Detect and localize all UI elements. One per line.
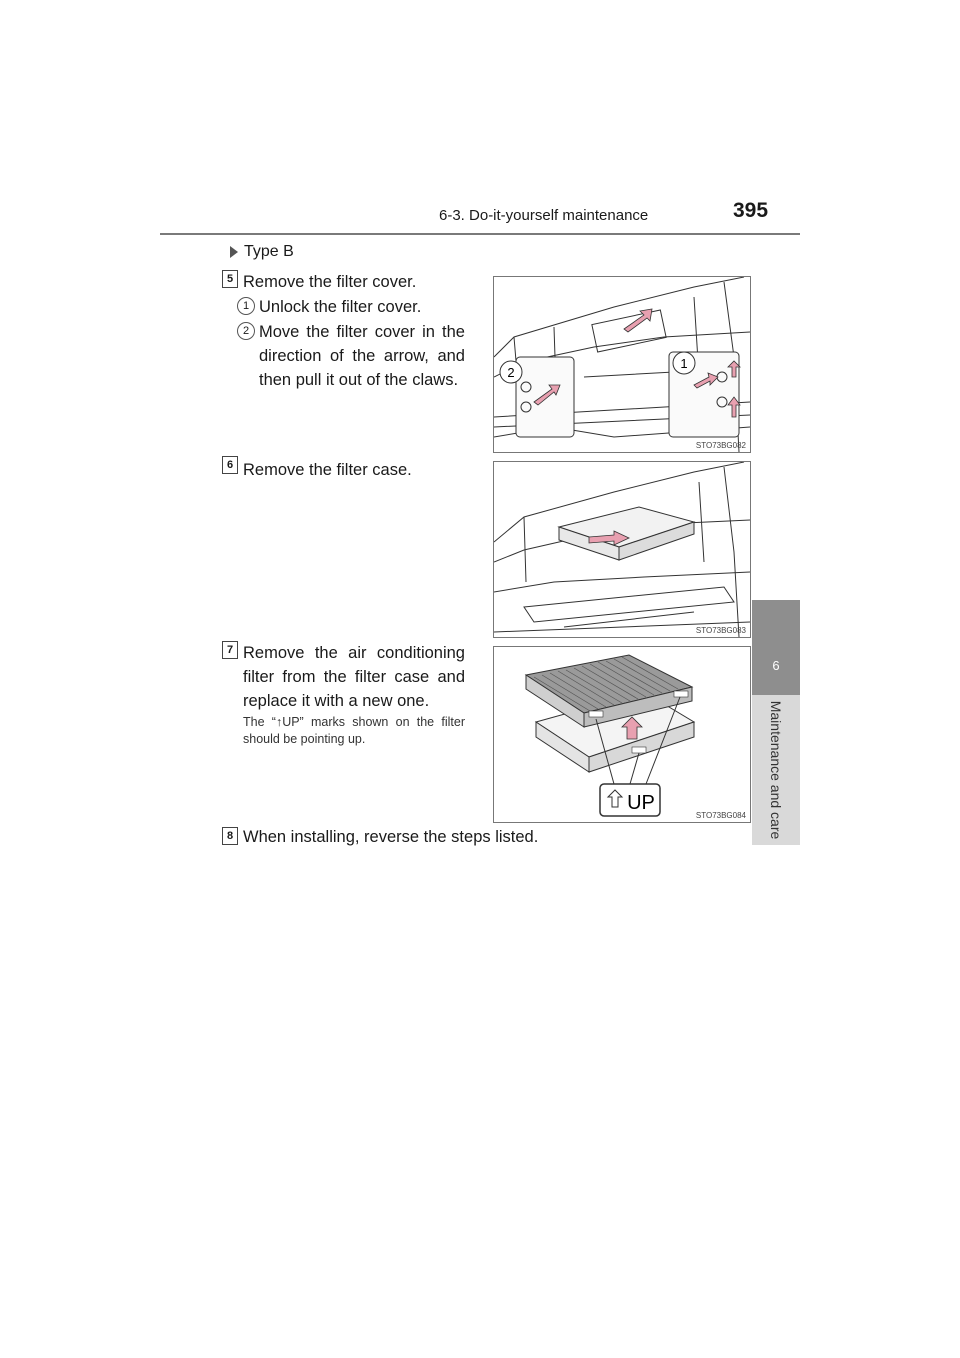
step-number-7: 7 (222, 641, 238, 659)
step-number-8: 8 (222, 827, 238, 845)
type-label: Type B (230, 243, 294, 261)
filter-cover-illustration (494, 277, 750, 452)
figure-code: STO73BG083 (695, 626, 746, 635)
figure-callout-2: 2 (507, 365, 515, 380)
figure-callout-1: 1 (680, 356, 688, 371)
up-callout-label: UP (627, 792, 655, 814)
triangle-bullet-icon (230, 246, 238, 258)
figure-filter-cover (493, 276, 751, 453)
substep-1-text: Unlock the filter cover. (259, 298, 422, 316)
figure-code: STO73BG084 (695, 811, 746, 820)
step-8-text: When installing, reverse the steps listed. (243, 828, 539, 846)
substep-2-marker: 2 (237, 322, 255, 340)
figure-filter-case (493, 461, 751, 638)
step-5-text: Remove the filter cover. (243, 273, 417, 291)
section-title: 6-3. Do-it-yourself maintenance (439, 207, 649, 224)
substep-2-text: Move the filter cover in the direction of the arrow, and then pull it out of the claws. (259, 323, 465, 389)
step-number-5: 5 (222, 270, 238, 288)
filter-replace-illustration (494, 647, 750, 822)
figure-filter-replace (493, 646, 751, 823)
step-7-note: The “↑UP” marks shown on the filter should be pointing up. (243, 715, 465, 746)
filter-case-illustration (494, 462, 750, 637)
chapter-title: Maintenance and care (768, 700, 784, 840)
step-number-6: 6 (222, 456, 238, 474)
step-7-text: Remove the air conditioning filter from the filter case and replace it with a new one. (243, 644, 465, 710)
figure-code: STO73BG082 (695, 441, 746, 450)
header-divider (160, 233, 800, 235)
chapter-number: 6 (772, 658, 780, 673)
substep-1-marker: 1 (237, 297, 255, 315)
page-number: 395 (733, 199, 769, 222)
step-6-text: Remove the filter case. (243, 461, 412, 479)
chapter-tab (752, 600, 800, 695)
